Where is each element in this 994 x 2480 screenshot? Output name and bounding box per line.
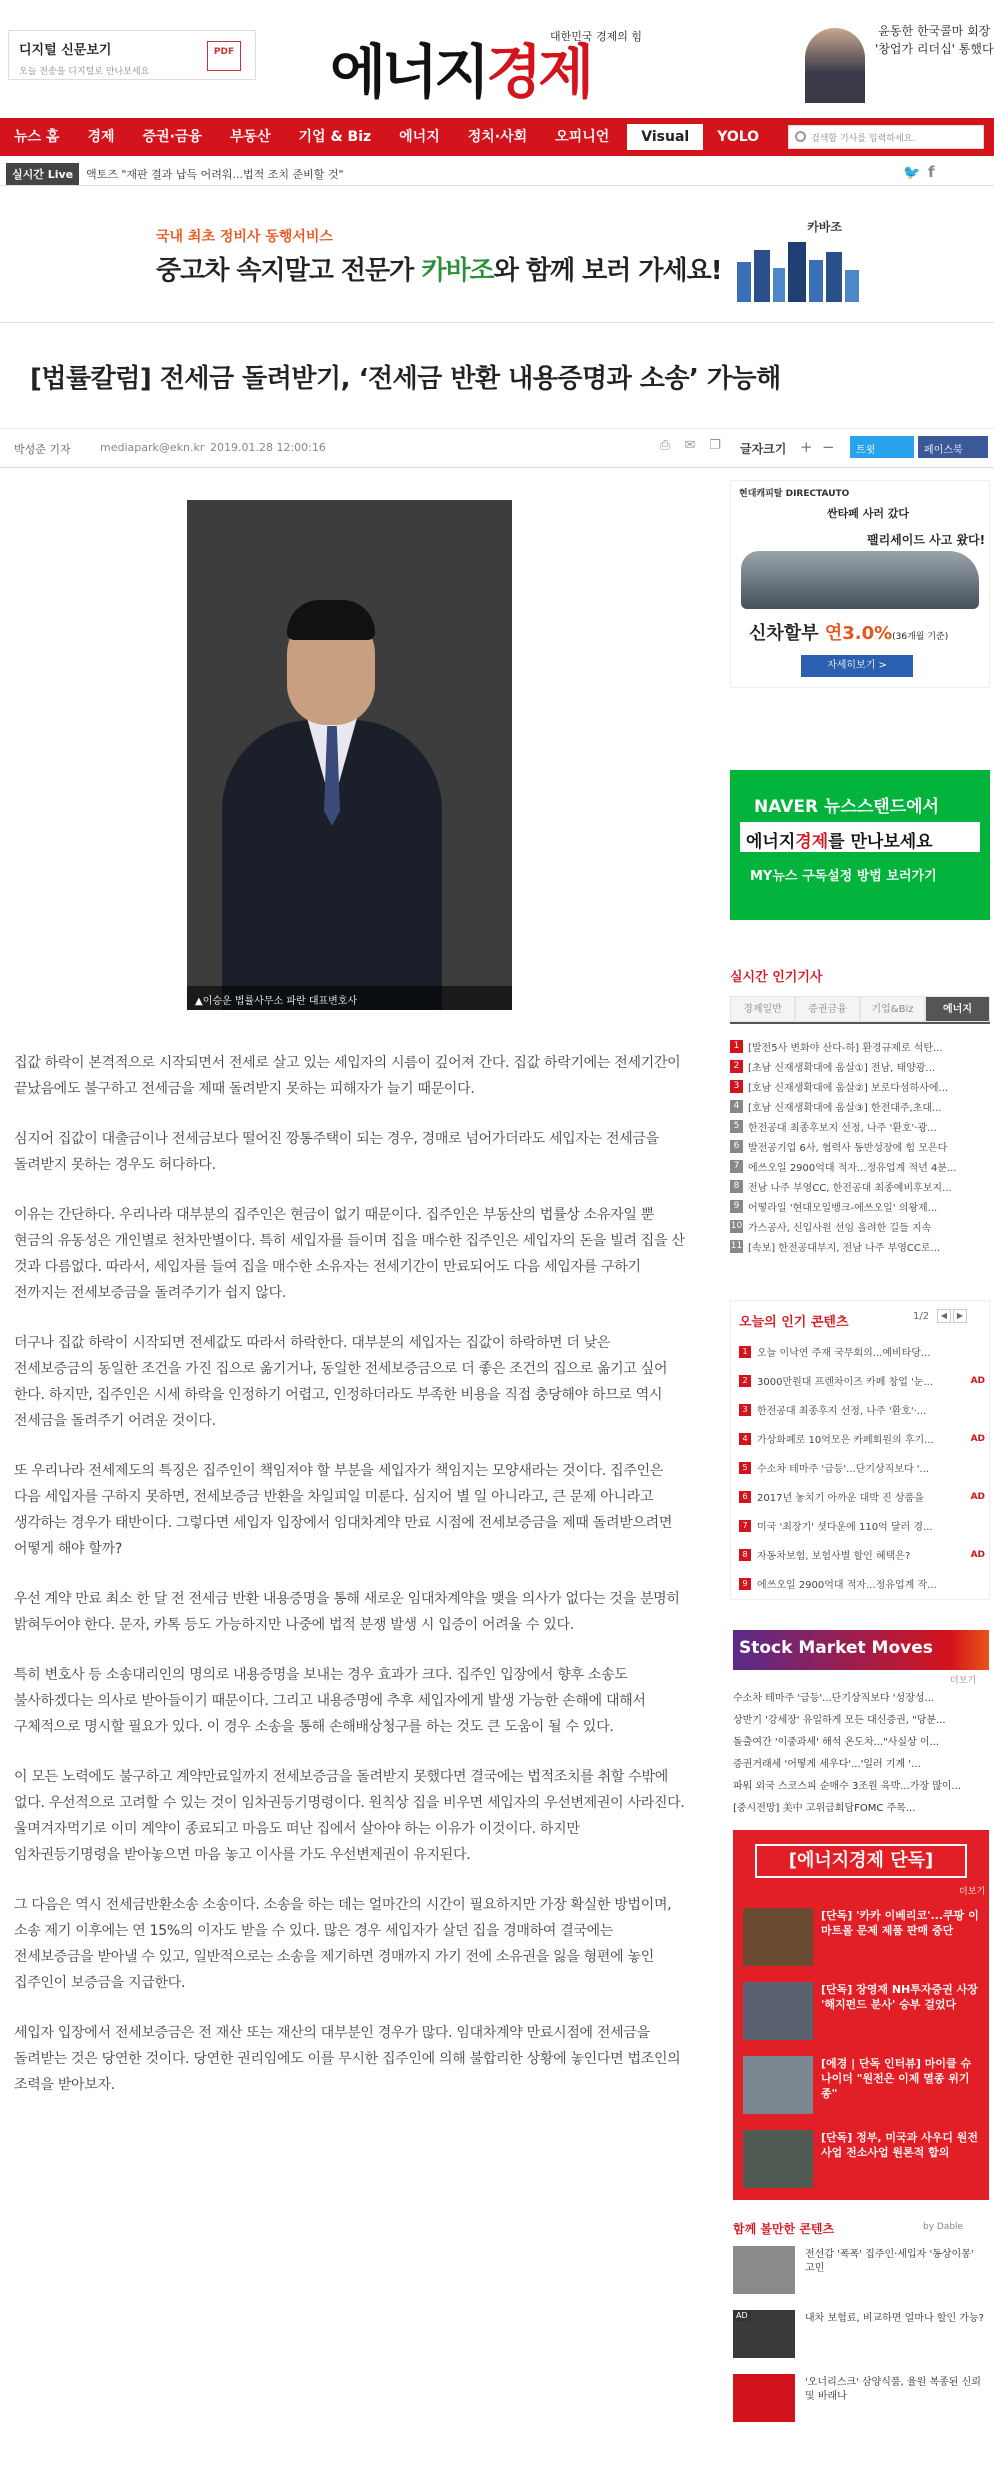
list-item-text: 에쓰오일 2900억대 적자...정유업계 적년 4분...: [748, 1162, 957, 1174]
dable-item[interactable]: [733, 2246, 989, 2302]
naver-line3: MY뉴스 구독설정 방법 보러가기: [750, 869, 937, 884]
exclusive-box: [733, 1830, 989, 2200]
list-item-text: 발전공기업 6사, 협력사 동반성장에 힘 모은다: [748, 1142, 948, 1154]
banner-brand: 카바조: [807, 220, 842, 234]
list-item[interactable]: [730, 1236, 990, 1256]
facebook-icon[interactable]: f: [928, 163, 935, 181]
nav-item-finance[interactable]: 증권·금융: [142, 129, 202, 145]
rank-number: 9: [739, 1578, 751, 1590]
list-item[interactable]: [730, 1176, 990, 1196]
popular-list: [739, 1337, 985, 1598]
rank-number: 11: [730, 1240, 743, 1251]
list-item-text: [호남 신재생확대에 움살②] 보로다섬하사에...: [748, 1082, 949, 1094]
list-item[interactable]: 파워 외국 스코스피 순매수 3조원 육박...가장 많이...: [733, 1781, 962, 1792]
exclusive-more-link[interactable]: 더보기: [959, 1887, 986, 1897]
rank-number: 3: [739, 1404, 751, 1416]
font-size-label: 글자크기: [740, 442, 787, 456]
digital-title: 디지털 신문보기: [19, 43, 112, 58]
live-ticker: [0, 160, 994, 186]
font-increase-button[interactable]: +: [800, 438, 813, 456]
list-item[interactable]: [730, 1216, 990, 1236]
digital-newspaper-link[interactable]: [8, 30, 256, 80]
list-item[interactable]: [739, 1337, 985, 1366]
nav-item-economy[interactable]: 경제: [87, 129, 115, 145]
prev-arrow-icon[interactable]: ◀: [937, 1309, 951, 1323]
article-body: [14, 1050, 686, 2122]
list-item[interactable]: [739, 1395, 985, 1424]
ad-badge: AD: [733, 2310, 751, 2321]
article-paragraph: 세입자 입장에서 전세보증금은 전 재산 또는 재산의 대부분인 경우가 많다. 임대차계약 만료시점에 전세금을 돌려받는 것은 당연한 것이다. 당연한 권리임에도 이를 무시한 집주인에 의해 불합리한 상황에 놓인다면 법조인의 조력을 받아보자.: [14, 2025, 681, 2093]
header-promo[interactable]: [795, 8, 994, 103]
article-paragraph: 특히 변호사 등 소송대리인의 명의로 내용증명을 보내는 경우 효과가 크다. 집주인 입장에서 향후 소송도 불사하겠다는 의사로 받아들이기 때문이다. 그리고 내용증명에 추후 세입자에게 발생 가능한 손해에 대해서 구체적으로 명시할 필요가 있다. 이 경우 소송을 통해 손해배상청구를 하는 것도 큰 도움이 될 수 있다.: [14, 1667, 646, 1735]
rank-number: 10: [730, 1220, 743, 1231]
list-item-text: [발전5사 변화야 산다-하] 환경규제로 석탄...: [748, 1042, 943, 1054]
list-item-text: 자동차보험, 보험사별 할인 혜택은?: [757, 1551, 911, 1562]
dable-item-text: '오너리스크' 삼양식품, 율원 복종된 신뢰 및 바래나: [805, 2377, 981, 2402]
list-item-text: 어떻라일 '현대모일뱅크-에쓰오일' 의왕제...: [748, 1202, 938, 1214]
list-item[interactable]: 돌출여간 '이중과세' 해석 온도차..."사실상 이...: [733, 1737, 940, 1748]
reporter-email[interactable]: mediapark@ekn.kr: [100, 441, 205, 454]
thumbnail: [743, 1982, 813, 2040]
list-item[interactable]: [중시전망] 美中 고위급회담FOMC 주목...: [733, 1803, 916, 1814]
exclusive-item[interactable]: [743, 2126, 983, 2196]
banner-line2: 중고차 속지말고 전문가 카바조와 함께 보러 가세요!: [156, 256, 722, 286]
list-item[interactable]: [730, 1156, 990, 1176]
publish-date: 2019.01.28 12:00:16: [210, 441, 326, 454]
list-item-text: 수소차 테마주 '급등'...단기상직보다 '...: [757, 1464, 930, 1475]
article-paragraph: 이 모든 노력에도 불구하고 계약만료일까지 전세보증금을 돌려받지 못했다면 결국에는 법적조치를 취할 수밖에 없다. 우선적으로 고려할 수 있는 것이 임차권등기명령이다. 원칙상 집을 비우면 세입자의 우선변제권이 사라진다. 울며겨자먹기로 이미 계약이 종료되고 마음도 떠난 집에서 살아야 하는 이유가 이것이다. 하지만 임차권등기명령을 받아놓으면 마음 놓고 이사를 가도 우선변제권이 유지된다.: [14, 1769, 685, 1863]
article-paragraph: 우선 계약 만료 최소 한 달 전 전세금 반환 내용증명을 통해 새로운 임대차계약을 맺을 의사가 없다는 것을 분명히 밝혀두어야 한다. 문자, 카톡 등도 가능하지만 나중에 법적 분쟁 발생 시 입증이 어려울 수 있다.: [14, 1591, 680, 1633]
list-item-text: 에쓰오일 2900억대 적자...정유업계 작...: [757, 1580, 937, 1591]
exclusive-item-text: [단독] '카카 이베리코'...쿠팡 이마트몰 문제 제품 판매 중단: [821, 1909, 979, 1937]
tab-economy[interactable]: 경제일반: [730, 996, 795, 1022]
dable-item-text: 전선갑 '폭폭' 집주인·세입자 '동상이몽' 고민: [805, 2249, 974, 2274]
rank-number: 4: [739, 1433, 751, 1445]
mail-icon[interactable]: ✉: [684, 438, 696, 453]
list-item-text: 미국 '최장기' 셧다운에 110억 달러 경...: [757, 1522, 933, 1533]
dable-item[interactable]: [733, 2374, 989, 2430]
photo-caption: ▲이승운 법률사무소 파란 대표변호사: [187, 986, 512, 1010]
search-input[interactable]: [788, 125, 984, 149]
list-item[interactable]: [739, 1453, 985, 1482]
exclusive-item[interactable]: [743, 1978, 983, 2048]
pdf-icon: PDF: [207, 41, 241, 71]
list-item[interactable]: [739, 1540, 985, 1569]
print-icon[interactable]: ⎙: [659, 438, 671, 453]
exclusive-item-text: [단독] 장영재 NH투자증권 사장 '해지펀드 분사' 승부 걸었다: [821, 1983, 978, 2011]
article-paragraph: 또 우리나라 전세제도의 특징은 집주인이 책임져야 할 부분을 세입자가 책임지는 모양새라는 것이다. 집주인은 다음 세입자를 구하지 못하면, 전세보증금 반환을 차일피일 미룬다. 심지어 별 일 아니라고, 큰 문제 아니라고 생각하는 경우가 태반이다. 그렇다면 세입자 입장에서 임대차계약 만료 시점에 전세보증금을 제때 돌려받으려면 어떻게 해야 할까?: [14, 1463, 673, 1557]
thumbnail: [733, 2246, 795, 2294]
nav-item-visual[interactable]: Visual: [627, 124, 703, 150]
list-item[interactable]: 증권거래세 '어떻게 세우다'...'일러 기계 '...: [733, 1759, 921, 1770]
sidebar-car-ad[interactable]: [730, 480, 990, 688]
list-item-text: [호남 신재생확대에 움살③] 한전대주,초대...: [748, 1102, 942, 1114]
list-item[interactable]: [739, 1482, 985, 1511]
list-item[interactable]: [730, 1036, 990, 1056]
dable-item-text: 내차 보험료, 비교하면 얼마나 할인 가능?: [805, 2313, 984, 2324]
ad-line1: 싼타페 사러 갔다: [827, 507, 910, 520]
ad-badge: AD: [970, 1375, 985, 1386]
site-logo[interactable]: [330, 28, 670, 106]
nav-item-realestate[interactable]: 부동산: [229, 129, 271, 145]
tab-finance[interactable]: 증권금융: [795, 996, 860, 1022]
exclusive-item[interactable]: [743, 2052, 983, 2122]
article-meta: [0, 428, 994, 468]
popular-title: 오늘의 인기 콘텐츠: [739, 1315, 849, 1330]
list-item[interactable]: [739, 1366, 985, 1395]
list-item[interactable]: [730, 1076, 990, 1096]
tab-energy[interactable]: 에너지: [925, 996, 990, 1022]
font-decrease-button[interactable]: −: [822, 438, 835, 456]
ad-detail-button[interactable]: 자세히보기 >: [801, 655, 913, 677]
popular-content: [730, 1300, 990, 1600]
thumbnail: [733, 2374, 795, 2422]
photo-hair: [287, 600, 375, 640]
next-arrow-icon[interactable]: ▶: [953, 1309, 967, 1323]
ad-badge: AD: [970, 1549, 985, 1560]
nav-item-home[interactable]: 뉴스 홈: [14, 129, 60, 145]
rank-number: 2: [730, 1060, 743, 1073]
ad-brand: 현대캐피탈 DIRECTAUTO: [739, 489, 850, 499]
list-item-text: 2017년 놓치기 아까운 대박 진 상품을: [757, 1493, 924, 1504]
list-item-text: 한전공대 최종후보지 선정, 나주 '환호'·광...: [748, 1122, 937, 1134]
banner-line1: 국내 최초 정비사 동행서비스: [156, 229, 333, 245]
exclusive-item-text: [단독] 정부, 미국과 사우디 원전 사업 전소사업 원론적 합의: [821, 2131, 979, 2159]
exclusive-item[interactable]: [743, 1904, 983, 1974]
rank-number: 1: [739, 1346, 751, 1358]
list-item-text: [초남 신재생확대에 움살①] 전남, 태양광...: [748, 1062, 936, 1074]
rank-number: 8: [739, 1549, 751, 1561]
car-image: [741, 551, 979, 609]
list-item[interactable]: [730, 1056, 990, 1076]
list-item[interactable]: [730, 1096, 990, 1116]
main-nav: [0, 118, 994, 156]
nav-item-biz[interactable]: 기업 & Biz: [298, 129, 372, 145]
search-placeholder: 검색할 기사를 입력하세요.: [811, 134, 916, 144]
logo-tagline: 대한민국 경제의 힘: [550, 30, 643, 43]
dable-by: by Dable: [923, 2222, 964, 2232]
article-paragraph: 그 다음은 역시 전세금반환소송 소송이다. 소송을 하는 데는 얼마간의 시간이 필요하지만 가장 확실한 방법이며, 소송 제기 이후에는 연 15%의 이자도 받을 수 있다. 많은 경우 세입자가 살던 집을 경매하여 결국에는 전세보증금을 받아낼 수 있고, 일반적으로는 소송을 제기하면 경매까지 가기 전에 소유권을 잃을 형편에 놓인 집주인이 보증금을 지급한다.: [14, 1897, 672, 1991]
ticker-label: 실시간 Live: [6, 163, 79, 185]
promo-portrait: [805, 28, 865, 103]
ad-badge: AD: [970, 1491, 985, 1502]
naver-line2: 에너지경제를 만나보세요: [740, 822, 980, 852]
article-paragraph: 심지어 집값이 대출금이나 전세금보다 떨어진 깡통주택이 되는 경우, 경매로 넘어가더라도 세입자는 전세금을 돌려받지 못하는 경우도 허다하다.: [14, 1131, 659, 1173]
site-header: [0, 0, 994, 115]
realtime-tabs: [730, 996, 990, 1024]
digital-subtitle: 오늘 전송을 디지털로 만나보세요: [19, 67, 150, 77]
stock-list: [733, 1688, 989, 1820]
article-paragraph: 이유는 간단하다. 우리나라 대부분의 집주인은 현금이 없기 때문이다. 집주인은 부동산의 법률상 소유자일 뿐 현금의 유동성은 개인별로 천차만별이다. 특히 세입자를 들이며 집을 매수한 집주인은 세입자의 돈을 빌려 집을 산 것과 다름없다. 따라서, 세입자를 들여 집을 매수한 소유자는 전세기간이 만료되어도 다음 세입자를 구하기 전까지는 전세보증금을 돌려주기가 쉽지 않다.: [14, 1207, 685, 1301]
rank-number: 7: [739, 1520, 751, 1532]
article-title: [법률칼럼] 전세금 돌려받기, ‘전세금 반환 내용증명과 소송’ 가능해: [30, 364, 781, 394]
ad-banner[interactable]: [134, 212, 862, 302]
rank-number: 7: [730, 1160, 743, 1173]
list-item-text: 3000만원대 프렌차이즈 카페 창업 '눈...: [757, 1377, 934, 1388]
exclusive-title: [에너지경제 단독]: [755, 1844, 967, 1878]
list-item-text: 한전공대 최종후지 선정, 나주 '환호'·...: [757, 1406, 927, 1417]
popular-page: 1/2: [913, 1311, 930, 1322]
rank-number: 3: [730, 1080, 743, 1093]
thumbnail: [733, 2310, 795, 2358]
list-item-text: [속보] 한전공대부지, 전남 나주 부영CC로...: [748, 1242, 941, 1254]
list-item[interactable]: [730, 1116, 990, 1136]
copy-icon[interactable]: ❐: [709, 438, 721, 453]
naver-newsstand-banner[interactable]: [730, 770, 990, 920]
ticker-headline[interactable]: 액토즈 "재판 결과 납득 어려워...법적 조치 준비할 것": [86, 168, 344, 181]
nav-item-opinion[interactable]: 오피니언: [555, 129, 610, 145]
thumbnail: [743, 2130, 813, 2188]
exclusive-item-text: [에경 | 단독 인터뷰] 마이클 슈나이더 "원전은 이제 멸종 위기종": [821, 2057, 972, 2100]
rank-number: 4: [730, 1100, 743, 1113]
nav-item-yolo[interactable]: YOLO: [717, 129, 760, 145]
list-item[interactable]: [739, 1424, 985, 1453]
nav-item-politics[interactable]: 정치·사회: [467, 129, 528, 145]
stock-more-link[interactable]: 더보기: [950, 1676, 977, 1686]
thumbnail: [743, 2056, 813, 2114]
logo-text: 에너지경제: [330, 38, 591, 106]
naver-line1: NAVER 뉴스스탠드에서: [754, 797, 939, 817]
rank-number: 8: [730, 1180, 743, 1193]
ad-badge: AD: [970, 1433, 985, 1444]
article-paragraph: 더구나 집값 하락이 시작되면 전세값도 따라서 하락한다. 대부분의 세입자는 집값이 하락하면 더 낮은 전세보증금의 동일한 조건을 가진 집으로 옮기거나, 동일한 전세보증금으로 더 좋은 조건의 집으로 옮기고 싶어 한다. 하지만, 집주인은 시세 하락을 인정하기 어렵고, 인정하더라도 부족한 비용을 직접 충당해야 하므로 역시 전세금을 돌려주기 어려운 것이다.: [14, 1335, 668, 1429]
rank-number: 5: [730, 1120, 743, 1133]
list-item[interactable]: [739, 1511, 985, 1540]
rank-number: 1: [730, 1040, 743, 1053]
list-item-text: 가스공사, 신입사원 선임 올려한 길들 지속: [748, 1222, 932, 1234]
rank-number: 2: [739, 1375, 751, 1387]
rank-number: 6: [739, 1491, 751, 1503]
banner-city-illustration: [732, 232, 862, 302]
facebook-share-button[interactable]: 페이스북: [918, 436, 988, 458]
nav-item-energy[interactable]: 에너지: [399, 129, 440, 145]
ad-rate: 신차할부 연3.0%(36개월 기준): [749, 623, 949, 644]
list-item[interactable]: 수소차 테마주 '급등'...단기상직보다 '성장성...: [733, 1693, 935, 1704]
list-item[interactable]: [730, 1136, 990, 1156]
stock-market-banner[interactable]: [733, 1630, 989, 1670]
stock-title: Stock Market Moves: [739, 1638, 933, 1658]
list-item[interactable]: [739, 1569, 985, 1598]
promo-text: 윤동한 한국콜마 회장 '창업가 리더십' 통했다: [875, 24, 994, 56]
rank-number: 6: [730, 1140, 743, 1153]
dable-item[interactable]: [733, 2310, 989, 2366]
article-paragraph: 집값 하락이 본격적으로 시작되면서 전세로 살고 있는 세입자의 시름이 깊어져 간다. 집값 하락기에는 전세기간이 끝났음에도 불구하고 전세금을 제때 돌려받지 못하는 피해자가 늘기 때문이다.: [14, 1055, 681, 1097]
rank-number: 5: [739, 1462, 751, 1474]
dable-title: 함께 볼만한 콘텐츠: [733, 2222, 835, 2236]
list-item-text: 전남 나주 부영CC, 한전공대 최종예비후보지...: [748, 1182, 952, 1194]
realtime-title: 실시간 인기기사: [730, 970, 823, 985]
article-photo: [187, 500, 512, 1010]
reporter-name[interactable]: 박성준 기자: [14, 443, 71, 456]
list-item-text: 오늘 이낙연 주재 국무회의...예비타당...: [757, 1348, 931, 1359]
realtime-list: [730, 1036, 990, 1256]
tweet-button[interactable]: 트윗: [850, 436, 914, 458]
thumbnail: [743, 1908, 813, 1966]
list-item-text: 가상화폐로 10억모은 카페회원의 후기...: [757, 1435, 934, 1446]
list-item[interactable]: 상반기 '강세장' 유일하게 모든 대신증권, "당분...: [733, 1715, 946, 1726]
search-icon: [795, 131, 806, 142]
rank-number: 9: [730, 1200, 743, 1213]
divider: [0, 322, 994, 323]
list-item[interactable]: [730, 1196, 990, 1216]
twitter-icon[interactable]: 🐦: [903, 165, 921, 181]
ad-line2: 팰리세이드 사고 왔다!: [867, 533, 986, 547]
tab-biz[interactable]: 기업&Biz: [860, 996, 925, 1022]
